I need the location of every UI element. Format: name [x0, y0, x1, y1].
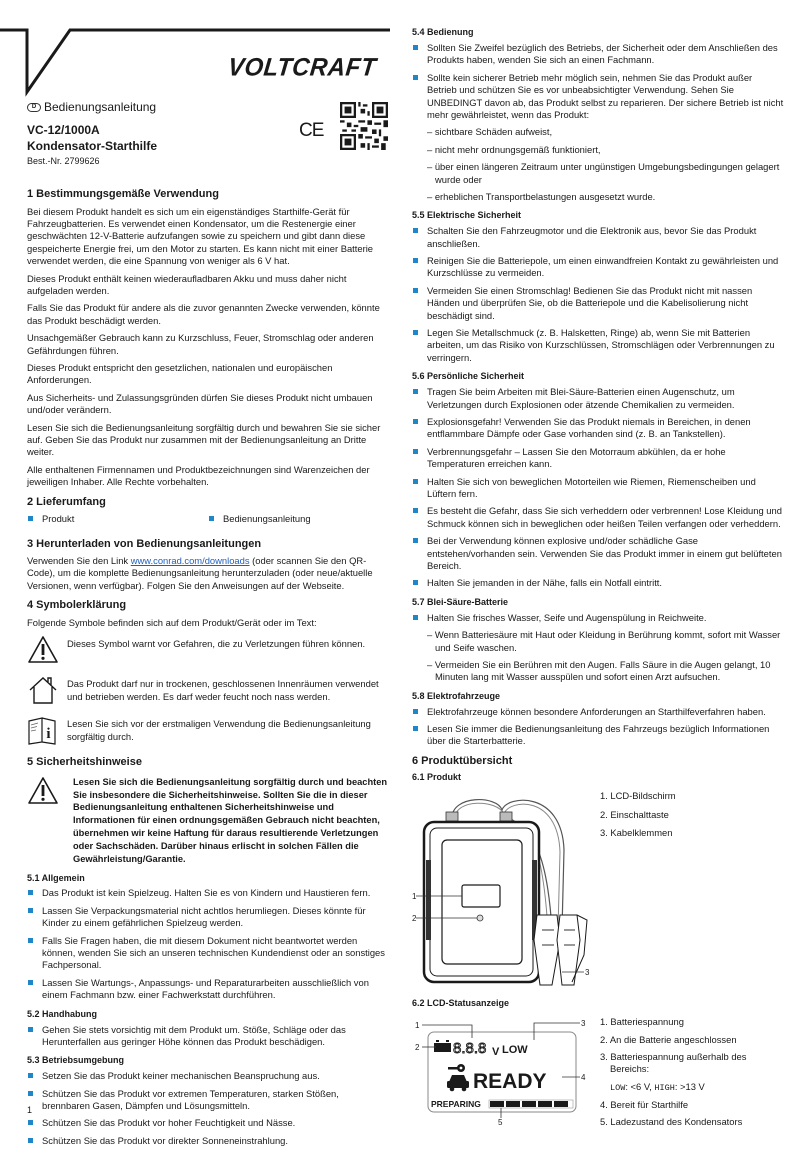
doc-type-label: Bedienungsanleitung: [44, 100, 157, 114]
dash-item: – über einen längeren Zeitraum unter ungünstigen Umgebungsbedingungen gelagert wurde oder: [427, 161, 780, 185]
read-manual-icon: [27, 715, 59, 745]
left-column: [27, 181, 389, 1152]
list-item: Halten Sie jemanden in der Nähe, falls ein Notfall eintritt.: [412, 577, 784, 589]
symbol-description: Das Produkt darf nur in trockenen, geschlossenen Innenräumen verwendet und betrieben werden. Es darf weder feucht noch nass werden.: [67, 678, 379, 702]
list-item: Halten Sie sich von beweglichen Motorteilen wie Riemen, Riemenscheiben und Lüftern fern.: [412, 476, 784, 501]
dash-item: – erheblichen Transportbelastungen ausgesetzt wurde.: [427, 190, 656, 202]
lcd-callout-3: 3: [581, 1019, 586, 1029]
dash-list: [412, 126, 784, 203]
dash-item: – Vermeiden Sie ein Berühren mit den Augen. Falls Säure in die Augen gelangt, 10 Minuten lang mit Wasser ausspülen und sofort einen Arzt aufsuchen.: [427, 658, 771, 683]
paragraph: Falls Sie das Produkt für andere als die zuvor genannten Zwecke verwenden, könnte das Produkt beschädigt werden.: [27, 302, 380, 326]
paragraph: Dieses Produkt entspricht den gesetzlichen, nationalen und europäischen Anforderungen.: [27, 361, 333, 386]
list-item: Verbrennungsgefahr – Lassen Sie den Motorraum abkühlen, da er hohe Temperaturen erreichen kann.: [412, 446, 784, 471]
section-heading: 5 Sicherheitshinweise: [27, 756, 142, 769]
section-heading: 2 Lieferumfang: [27, 495, 106, 508]
section-heading: 1 Bestimmungsgemäße Verwendung: [27, 188, 219, 200]
symbol-row: [27, 635, 389, 665]
legend-item: 1. Batteriespannung: [600, 1016, 684, 1028]
list-item: Lassen Sie Verpackungsmaterial nicht achtlos herumliegen. Dieses könnte für Kinder zu einem gefährlichen Spielzeug werden.: [27, 905, 389, 930]
list-item: Tragen Sie beim Arbeiten mit Blei-Säure-Batterien einen Augenschutz, um Verletzungen durch Explosionen oder ätzende Chemikalien zu vermeiden.: [412, 386, 784, 411]
list-item: Lesen Sie immer die Bedienungsanleitung des Fahrzeugs bezüglich Informationen über die Starterbatterie.: [412, 723, 784, 748]
lcd-unit: V: [492, 1046, 500, 1059]
product-illustration: [412, 790, 592, 990]
legend-item: 3. Kabelklemmen: [600, 827, 673, 839]
product-name: Kondensator-Starthilfe: [27, 138, 158, 153]
lcd-callout-5: 5: [498, 1118, 503, 1128]
dash-list: [412, 629, 784, 684]
dash-item: – nicht mehr ordnungsgemäß funktioniert,: [427, 143, 601, 155]
product-title: [27, 123, 157, 154]
paragraph: Unsachgemäßer Gebrauch kann zu Kurzschluss, Feuer, Stromschlag oder anderen Gefährdungen führen.: [27, 332, 374, 356]
warning-triangle-icon: [27, 776, 59, 806]
safety-warning: [27, 776, 389, 866]
legend-item: 5. Ladezustand des Kondensators: [600, 1116, 743, 1128]
lcd-low: LOW: [502, 1044, 528, 1057]
subsection-heading: 5.4 Bedienung: [412, 27, 474, 37]
list-item: Schützen Sie das Produkt vor extremen Temperaturen, starken Stößen, brennbaren Gasen, Dämpfen und Lösungsmitteln.: [27, 1088, 389, 1113]
lcd-digits: 8.8.8: [453, 1040, 487, 1058]
callout-2: 2: [412, 914, 417, 924]
callout-3: 3: [585, 968, 590, 978]
lcd-figure: [412, 1016, 784, 1134]
list-item: Bei der Verwendung können explosive und/oder schädliche Gase entstehen/vorhanden sein. Verwenden Sie das Produkt immer in einem gut belüfteten Bereich.: [412, 535, 784, 572]
model-number: VC-12/1000A: [27, 123, 100, 137]
qr-code-icon[interactable]: [340, 102, 388, 150]
legend-item: 1. LCD-Bildschirm: [600, 790, 676, 802]
subsection-heading: 5.6 Persönliche Sicherheit: [412, 371, 525, 382]
list-item: Es besteht die Gefahr, dass Sie sich verheddern oder verbrennen! Lose Kleidung und Schmuck können sich in beweglichen oder heißen Teilen verfangen oder verheddern.: [412, 505, 784, 530]
paragraph: Dieses Produkt enthält keinen wiederaufladbaren Akku und muss daher nicht aufgeladen werden.: [27, 272, 347, 296]
list-item: Falls Sie Fragen haben, die mit diesem Dokument nicht beantwortet werden können, wenden Sie sich an unseren technischen Kundendienst oder an sonstiges Fachpersonal.: [27, 935, 389, 972]
list-item: Produkt: [27, 513, 208, 525]
section-heading: 3 Herunterladen von Bedienungsanleitungen: [27, 537, 262, 550]
page-number: 1: [27, 1105, 33, 1115]
bullet-list: [412, 612, 784, 624]
subsection-heading: 5.2 Handhabung: [27, 1008, 98, 1019]
symbol-description: Lesen Sie sich vor der erstmaligen Verwendung die Bedienungsanleitung sorgfältig durch.: [67, 718, 371, 742]
range-values: LOW: <6 V, HIGH: >13 V: [610, 1080, 705, 1093]
lcd-ready: READY: [473, 1070, 547, 1094]
ce-mark-icon: CE: [299, 120, 324, 141]
list-item: Bedienungsanleitung: [208, 513, 389, 525]
lcd-callout-4: 4: [581, 1073, 586, 1083]
paragraph: Bei diesem Produkt handelt es sich um ein eigenständiges Starthilfe-Gerät für Fahrzeugbatterien. Es verwendet einen Kondensator, um die Restenergie einer geschwächten 12-V-Batterie aufzufangen sowie zu speichern und gibt dann diese gespeicherte Energie frei, um den Motor zu starten. Es kann nicht mit einer Batterie verwendet werden, die eine Spannung von weniger als 6 V hat.: [27, 205, 374, 267]
bullet-list: [27, 1070, 389, 1147]
right-column: [412, 27, 784, 1134]
subsection-heading: 5.1 Allgemein: [27, 872, 85, 883]
bullet-list: [412, 706, 784, 748]
list-item: Schützen Sie das Produkt vor hoher Feuchtigkeit und Nässe.: [27, 1117, 389, 1129]
list-item: Schützen Sie das Produkt vor direkter Sonneneinstrahlung.: [27, 1135, 389, 1147]
callout-1: 1: [412, 892, 417, 902]
bullet-list: [412, 225, 784, 364]
delivery-contents-list: [27, 513, 389, 530]
document-header: [0, 0, 400, 170]
symbol-description: Dieses Symbol warnt vor Gefahren, die zu Verletzungen führen können.: [67, 638, 366, 650]
bullet-list: [27, 1024, 389, 1049]
list-item: Das Produkt ist kein Spielzeug. Halten Sie es von Kindern und Haustieren fern.: [27, 887, 389, 899]
subsection-heading: 5.5 Elektrische Sicherheit: [412, 210, 522, 221]
warning-triangle-icon: [27, 635, 59, 665]
paragraph: Verwenden Sie den Link www.conrad.com/downloads (oder scannen Sie den QR-Code), um die komplette Bedienungsanleitung herunterzuladen (oder neue/aktuelle Versionen, wenn verfügbar). Folgen Sie den Anweisungen auf der Webseite.: [27, 555, 373, 591]
jump-starter-device-icon: [412, 790, 592, 990]
list-item: Schalten Sie den Fahrzeugmotor und die Elektronik aus, bevor Sie das Produkt anschließen.: [412, 225, 784, 250]
language-badge-icon: D: [27, 103, 41, 112]
subsection-heading: 6.2 LCD-Statusanzeige: [412, 998, 510, 1009]
lcd-illustration: [412, 1016, 592, 1126]
list-item: Sollten Sie Zweifel bezüglich des Betriebs, der Sicherheit oder dem Anschließen des Produkts haben, wenden Sie sich an einen Fachmann.: [412, 42, 784, 67]
list-item: Gehen Sie stets vorsichtig mit dem Produkt um. Stöße, Schläge oder das Herunterfallen aus geringer Höhe können das Produkt beschädigen.: [27, 1024, 389, 1049]
paragraph: Lesen Sie sich die Bedienungsanleitung sorgfältig durch und bewahren Sie sie sicher auf. Geben Sie das Produkt nur zusammen mit der Bedienungsanleitung an Dritte weiter.: [27, 421, 381, 458]
brand-logo: VOLTCRAFT: [226, 53, 378, 82]
warning-text: Lesen Sie sich die Bedienungsanleitung sorgfältig durch und beachten Sie insbesondere die Sicherheitshinweise. Sollten Sie die in dieser Bedienungsanleitung enthaltenen Sicherheitshinweise und Informationen für einen ordnungsgemäßen Gebrauch nicht beachten, übernehmen wir keine Haftung für daraus resultierende Verletzungen oder Sachschäden. Darüber hinaus erlischt in solchen Fällen die Gewährleistung/Garantie.: [73, 776, 388, 864]
list-item: Sollte kein sicherer Betrieb mehr möglich sein, nehmen Sie das Produkt außer Betrieb und schützen Sie es vor unbeabsichtigter Verwendung. Sehen Sie UNBEDINGT davon ab, das Produkt selbst zu reparieren. Der sichere Betrieb ist nicht mehr gewährleistet, wenn das Produkt:: [412, 72, 784, 122]
lcd-preparing: PREPARING: [431, 1099, 481, 1110]
list-item: Lassen Sie Wartungs-, Anpassungs- und Reparaturarbeiten ausschließlich von einem Fachmann bzw. einer Fachwerkstatt durchführen.: [27, 977, 389, 1002]
dash-item: – sichtbare Schäden aufweist,: [427, 126, 553, 138]
product-legend: [600, 790, 676, 990]
legend-item: 2. Einschalttaste: [600, 808, 669, 820]
list-item: Elektrofahrzeuge können besondere Anforderungen an Starthilfeverfahren haben.: [412, 706, 784, 718]
list-item: Explosionsgefahr! Verwenden Sie das Produkt niemals in Bereichen, in denen entflammbare Dämpfe oder Gase vorhanden sind (z. B. an Tankstellen).: [412, 416, 784, 441]
bullet-list: [412, 42, 784, 121]
paragraph: Alle enthaltenen Firmennamen und Produktbezeichnungen sind Warenzeichen der jeweiligen Inhaber. Alle Rechte vorbehalten.: [27, 463, 370, 488]
lcd-legend: [600, 1016, 784, 1134]
paragraph: Folgende Symbole befinden sich auf dem Produkt/Gerät oder im Text:: [27, 616, 317, 628]
symbol-row: [27, 675, 389, 705]
subsection-heading: 5.8 Elektrofahrzeuge: [412, 690, 501, 701]
legend-item: 3. Batteriespannung außerhalb des Bereichs: LOW: <6 V, HIGH: >13 V: [600, 1051, 784, 1094]
section-heading: 6 Produktübersicht: [412, 754, 513, 767]
bullet-list: [27, 887, 389, 1001]
paragraph: Aus Sicherheits- und Zulassungsgründen dürfen Sie dieses Produkt nicht umbauen und/oder verändern.: [27, 391, 373, 416]
subsection-heading: 6.1 Produkt: [412, 772, 462, 783]
order-number: Best.-Nr. 2799626: [27, 156, 100, 166]
subsection-heading: 5.7 Blei-Säure-Batterie: [412, 596, 509, 607]
doc-type: [27, 100, 156, 116]
subsection-heading: 5.3 Betriebsumgebung: [27, 1055, 125, 1066]
lcd-display-icon: [412, 1016, 592, 1126]
lcd-callout-2: 2: [415, 1043, 420, 1053]
dash-item: – Wenn Batteriesäure mit Haut oder Kleidung in Berührung kommt, sofort mit Wasser und Seife waschen.: [427, 629, 781, 653]
symbol-row: [27, 715, 389, 745]
list-item: Setzen Sie das Produkt keiner mechanischen Beanspruchung aus.: [27, 1070, 389, 1082]
list-item: Vermeiden Sie einen Stromschlag! Bedienen Sie das Produkt nicht mit nassen Händen und überprüfen Sie, ob die Batteriepole und die Kabelisolierung nicht beschädigt sind.: [412, 285, 784, 322]
bullet-list: [412, 386, 784, 590]
product-figure: [412, 790, 784, 990]
indoor-house-icon: [27, 675, 59, 705]
lcd-callout-1: 1: [415, 1021, 420, 1031]
list-item: Reinigen Sie die Batteriepole, um einen einwandfreien Kontakt zu gewährleisten und Kurzschlüsse zu vermeiden.: [412, 255, 784, 280]
list-item: Halten Sie frisches Wasser, Seife und Augenspülung in Reichweite.: [412, 612, 784, 624]
svg-text:i: i: [46, 726, 51, 743]
legend-item: 2. An die Batterie angeschlossen: [600, 1033, 737, 1045]
section-heading: 4 Symbolerklärung: [27, 599, 127, 612]
downloads-link[interactable]: www.conrad.com/downloads: [130, 555, 250, 567]
legend-item: 4. Bereit für Starthilfe: [600, 1098, 689, 1110]
voltcraft-v-logo-icon: [0, 0, 400, 100]
list-item: Legen Sie Metallschmuck (z. B. Halsketten, Ringe) ab, wenn Sie mit Batterien arbeiten, um das Risiko von Kurzschlüssen, Stromschlägen oder Verbrennungen zu verringern.: [412, 327, 784, 364]
